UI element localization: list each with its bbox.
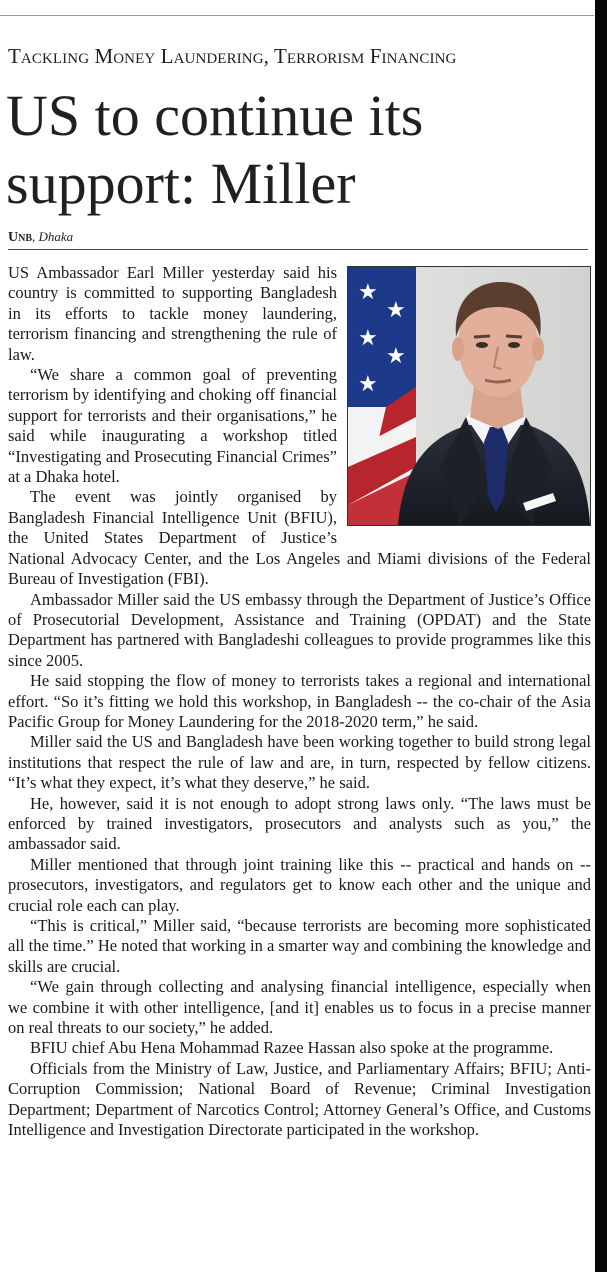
paragraph: US Ambassador Earl Miller yesterday said his country is committed to supporting Bangladesh in its efforts to tackle money laundering, terrorism financing and strengthening the rule of law.	[8, 263, 337, 364]
byline	[8, 229, 73, 246]
page-edge-bar	[595, 0, 607, 1272]
ambassador-photo	[347, 266, 591, 526]
paragraph: He, however, said it is not enough to adopt strong laws only. “The laws must be enforced by trained investigators, prosecutors and analysts such as you,” the ambassador said.	[8, 793, 591, 854]
paragraph: The event was jointly organised by Bangladesh Financial Intelligence Unit (BFIU), the United States Department of Justice’s National Advocacy Center, and the Los Angeles and Miami divisions of the Federal Bureau of Investigation (FBI).	[8, 487, 591, 589]
paragraph: Ambassador Miller said the US embassy through the Department of Justice’s Office of Prosecutorial Development, Assistance and Training (OPDAT) and the State Department has partnered with Bangladeshi colleagues to provide programmes like this since 2005.	[8, 589, 591, 670]
paragraph: “We share a common goal of preventing terrorism by identifying and choking off financial support for terrorists and their organisations,” he said while inaugurating a workshop titled “Investigating and Prosecuting Financial Crimes” at a Dhaka hotel.	[8, 365, 337, 487]
paragraph: “We gain through collecting and analysing financial intelligence, especially when we combine it with other intelligence, [and it] enables us to focus in a precise manner on real threats to our society,” he added.	[8, 977, 591, 1038]
top-rule	[0, 15, 594, 16]
svg-text:★: ★	[386, 298, 406, 323]
svg-text:★: ★	[358, 372, 378, 397]
svg-text:★: ★	[358, 280, 378, 305]
article-body	[8, 263, 591, 1140]
byline-separator: ,	[32, 229, 36, 244]
svg-text:★: ★	[386, 344, 406, 369]
byline-city: Dhaka	[38, 229, 74, 244]
byline-agency: Unb	[8, 230, 33, 245]
paragraph: BFIU chief Abu Hena Mohammad Razee Hassan also spoke at the programme.	[30, 1038, 554, 1058]
paragraph: Miller mentioned that through joint training like this -- practical and hands on -- prosecutors, investigators, and regulators get to know each other and the unique and crucial role each can play.	[8, 854, 591, 915]
svg-text:★: ★	[358, 326, 378, 351]
kicker: Tackling Money Laundering, Terrorism Financing	[8, 44, 457, 68]
paragraph: Officials from the Ministry of Law, Justice, and Parliamentary Affairs; BFIU; Anti-Corruption Commission; National Board of Revenue; Criminal Investigation Department; Department of Narcotics Control; Attorney General’s Office, and Customs Intelligence and Investigation Directorate participated in the workshop.	[8, 1058, 591, 1140]
byline-rule	[8, 249, 588, 250]
portrait-illustration	[348, 267, 590, 525]
paragraph: Miller said the US and Bangladesh have been working together to build strong legal institutions that respect the rule of law and are, in turn, respected by fellow citizens. “It’s what they expect, it’s what they deserve,” he said.	[8, 732, 591, 793]
paragraph: He said stopping the flow of money to terrorists takes a regional and international effort. “So it’s fitting we hold this workshop, in Bangladesh -- the co-chair of the Asia Pacific Group for Money Laundering for the 2018-2020 term,” he said.	[8, 671, 591, 731]
paragraph: “This is critical,” Miller said, “because terrorists are becoming more sophisticated all the time.” He noted that working in a smarter way and combining the knowledge and skills are crucial.	[8, 916, 591, 976]
headline: US to continue its support: Miller	[6, 83, 424, 216]
